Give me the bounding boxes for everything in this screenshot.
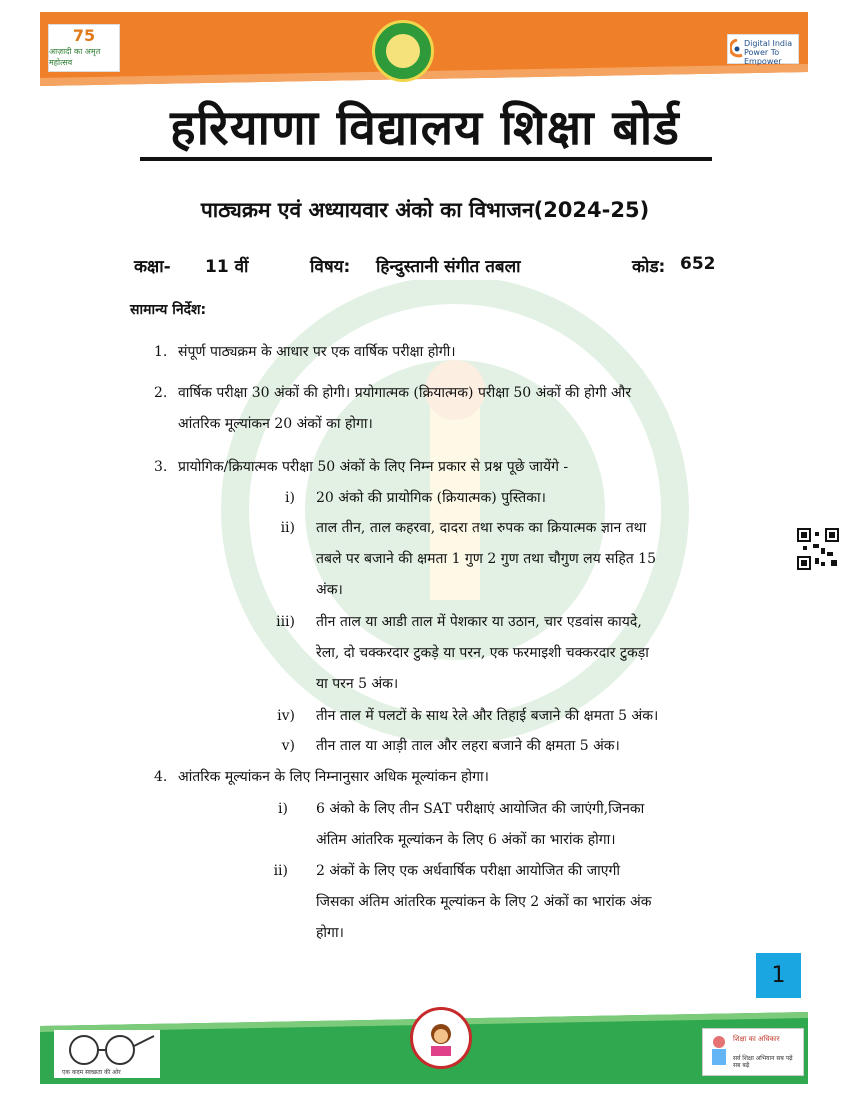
instruction-item-1: 1. संपूर्ण पाठ्यक्रम के आधार पर एक वार्षिक परीक्षा होगी। bbox=[154, 344, 456, 360]
right-to-education-logo: शिक्षा का अधिकार सर्व शिक्षा अभियान सब पढ़ें सब बढ़ें bbox=[702, 1028, 804, 1076]
code-value: 652 bbox=[680, 254, 716, 274]
item3-sub-i: i) 20 अंको की प्रायोगिक (क्रियात्मक) पुस्तिका। bbox=[285, 490, 546, 506]
item3-sub-ii: ii) ताल तीन, ताल कहरवा, दादरा तथा रुपक का क्रियात्मक ज्ञान तथा तबले पर बजाने की क्षमता 1 गुण 2 गुण तथा चौगुण लय सहित 15 अंक। bbox=[280, 520, 656, 598]
board-title: हरियाणा विद्यालय शिक्षा बोर्ड bbox=[170, 100, 680, 156]
digital-india-logo: Digital India Power To Empower bbox=[727, 34, 799, 64]
item3-sub-v: v) तीन ताल या आड़ी ताल और लहरा बजाने की क्षमता 5 अंक। bbox=[281, 738, 620, 754]
class-value: 11 वीं bbox=[205, 257, 249, 277]
item3-sub-iv: iv) तीन ताल में पलटों के साथ रेले और तिहाई बजाने की क्षमता 5 अंक। bbox=[277, 708, 659, 724]
beti-bachao-logo bbox=[410, 1007, 472, 1069]
qr-code bbox=[797, 528, 839, 570]
general-instructions-heading: सामान्य निर्देश: bbox=[130, 302, 207, 318]
item3-sub-iii: iii) तीन ताल या आडी ताल में पेशकार या उठान, चार एडवांस कायदे, रेला, दो चक्करदार टुकड़े या परन, एक फरमाइशी चक्करदार टुकड़ा या परन 5 अंक। bbox=[276, 614, 649, 692]
instruction-item-4: 4. आंतरिक मूल्यांकन के लिए निम्नानुसार अधिक मूल्यांकन होगा। bbox=[154, 769, 489, 785]
hbse-seal-logo bbox=[372, 20, 434, 82]
instruction-item-2: 2. वार्षिक परीक्षा 30 अंकों की होगी। प्रयोगात्मक (क्रियात्मक) परीक्षा 50 अंकों की होगी और आंतरिक मूल्यांकन 20 अंकों का होगा। bbox=[154, 385, 632, 432]
swachh-bharat-logo: एक कदम स्वच्छता की ओर bbox=[54, 1030, 160, 1078]
page-number: 1 bbox=[756, 953, 801, 998]
instruction-item-3: 3. प्रायोगिक/क्रियात्मक परीक्षा 50 अंकों के लिए निम्न प्रकार से प्रश्न पूछे जायेंगे - bbox=[154, 459, 569, 475]
code-label: कोड: bbox=[632, 257, 666, 277]
azadi-ka-amrit-mahotsav-logo: 75 आज़ादी का अमृत महोत्सव bbox=[48, 24, 120, 72]
class-label: कक्षा- bbox=[134, 257, 171, 277]
subject-value: हिन्दुस्तानी संगीत तबला bbox=[376, 257, 521, 277]
subject-label: विषय: bbox=[310, 257, 351, 277]
syllabus-subtitle: पाठ्यक्रम एवं अध्यायवार अंको का विभाजन(2024-25) bbox=[200, 198, 650, 222]
item4-sub-ii: ii) 2 अंकों के लिए एक अर्धवार्षिक परीक्षा आयोजित की जाएगी जिसका अंतिम आंतरिक मूल्यांकन के लिए 2 अंकों का भारांक अंक होगा। bbox=[273, 863, 652, 941]
title-underline bbox=[140, 157, 712, 161]
item4-sub-i: i) 6 अंको के लिए तीन SAT परीक्षाएं आयोजित की जाएंगी,जिनका अंतिम आंतरिक मूल्यांकन के लिए 6 अंकों का भारांक होगा। bbox=[278, 801, 645, 848]
